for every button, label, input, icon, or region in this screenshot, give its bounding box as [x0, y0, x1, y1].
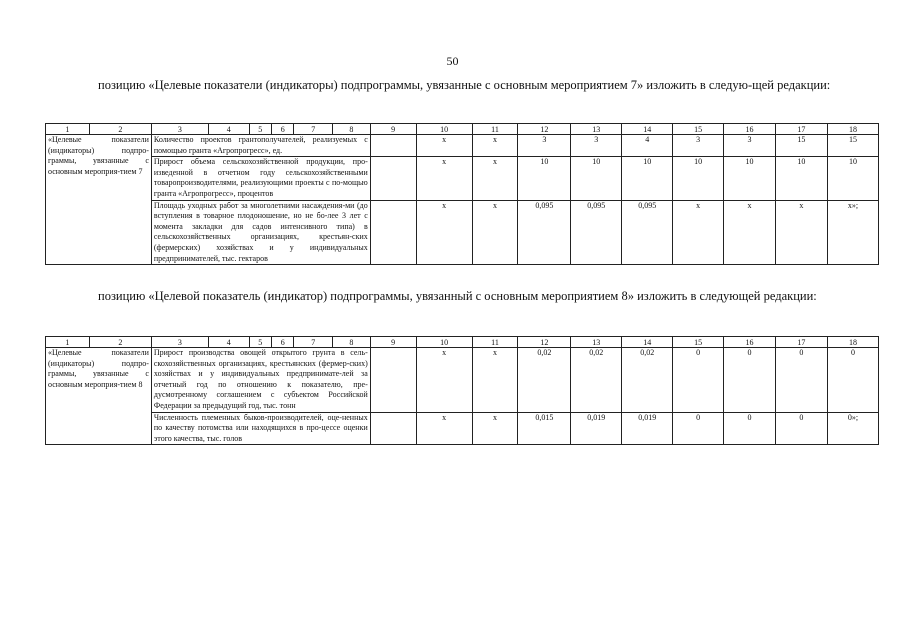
- column-number: 3: [151, 124, 208, 135]
- column-number: 4: [208, 124, 249, 135]
- indicator-value: 0,095: [571, 200, 622, 265]
- indicator-value: [370, 157, 416, 200]
- indicator-value: 3: [571, 135, 622, 157]
- table-row: [46, 412, 879, 445]
- column-number: 10: [416, 337, 472, 348]
- column-number: 16: [724, 337, 776, 348]
- indicator-group-name: «Целевые показатели (индикаторы) подпро-граммы, увязанные с основным мероприя-тием 8: [46, 348, 152, 445]
- column-number: 1: [46, 124, 90, 135]
- indicator-value: 0: [827, 348, 878, 413]
- indicator-value: 0: [724, 348, 776, 413]
- column-number: 16: [724, 124, 776, 135]
- column-number: 15: [673, 124, 724, 135]
- indicator-value: 0,095: [622, 200, 673, 265]
- indicator-value: [370, 412, 416, 445]
- indicator-description: Прирост объема сельскохозяйственной продукции, про-изведенной в отчетном году сельскохозяйственными товаропроизводителями, реализующими проекты с по-мощью гранта «Агропрогресс», процентов: [151, 157, 370, 200]
- column-number: 17: [775, 124, 827, 135]
- indicator-value: 15: [827, 135, 878, 157]
- column-number: 10: [416, 124, 472, 135]
- indicator-value: 3: [518, 135, 571, 157]
- table-row: [46, 200, 879, 265]
- indicator-value: x: [673, 200, 724, 265]
- indicator-value: x: [416, 200, 472, 265]
- column-number: 2: [89, 337, 151, 348]
- column-number: 7: [294, 337, 333, 348]
- column-number: 9: [370, 337, 416, 348]
- column-number: 3: [151, 337, 208, 348]
- column-number-row: [46, 124, 879, 135]
- paragraph-intro-1: позицию «Целевые показатели (индикаторы) подпрограммы, увязанные с основным мероприятием 7» изложить в следую-щей редакции:: [98, 78, 831, 92]
- indicator-value: 10: [827, 157, 878, 200]
- indicator-description: Численность племенных быков-производителей, оце-ненных по качеству потомства или находящихся в про-цессе оценки этого качества, тыс. голов: [151, 412, 370, 445]
- column-number: 11: [472, 124, 518, 135]
- indicators-table-2: [45, 336, 879, 445]
- indicator-value: x: [416, 135, 472, 157]
- indicator-value: x: [472, 135, 518, 157]
- indicator-description: Количество проектов грантополучателей, реализуемых с помощью гранта «Агропрогресс», ед.: [151, 135, 370, 157]
- table-row: [46, 135, 879, 157]
- indicator-value: x: [472, 412, 518, 445]
- indicator-description: Прирост производства овощей открытого грунта в сель-скохозяйственных организациях, крестьянских (фермер-ских) хозяйствах и у индивидуальных предпринимате-лей за отчетный год по отношению к показателю, пре-дусмотренному соглашением с субъектом Российской Федерации за предыдущий год, тыс. тонн: [151, 348, 370, 413]
- column-number: 6: [272, 337, 294, 348]
- indicator-value: 0,019: [622, 412, 673, 445]
- indicator-value: 0,095: [518, 200, 571, 265]
- indicator-value: 10: [724, 157, 776, 200]
- indicator-value: x: [724, 200, 776, 265]
- indicator-value: 0,02: [518, 348, 571, 413]
- indicator-value: 0,015: [518, 412, 571, 445]
- column-number: 5: [249, 124, 271, 135]
- indicator-value: 10: [571, 157, 622, 200]
- indicator-group-name: «Целевые показатели (индикаторы) подпро-граммы, увязанные с основным мероприя-тием 7: [46, 135, 152, 265]
- indicator-value: x: [472, 348, 518, 413]
- indicators-table-1: [45, 123, 879, 265]
- indicator-value: x: [416, 348, 472, 413]
- column-number: 12: [518, 337, 571, 348]
- indicator-value: 3: [673, 135, 724, 157]
- indicator-value: x: [775, 200, 827, 265]
- column-number: 18: [827, 124, 878, 135]
- table-row: [46, 157, 879, 200]
- column-number: 14: [622, 337, 673, 348]
- column-number: 18: [827, 337, 878, 348]
- indicator-description: Площадь уходных работ за многолетними насаждения-ми (до вступления в товарное плодоношение, но не бо-лее 3 лет с момента закладки для садов интенсивного типа) в сельскохозяйственных организациях, крестьян-ских (фермерских) хозяйствах и у индивидуальных предпринимателей, тыс. гектаров: [151, 200, 370, 265]
- indicator-value: [370, 135, 416, 157]
- column-number: 8: [333, 124, 371, 135]
- column-number: 15: [673, 337, 724, 348]
- column-number: 7: [294, 124, 333, 135]
- indicator-value: 15: [775, 135, 827, 157]
- indicator-value: x: [416, 157, 472, 200]
- indicator-value: x: [416, 412, 472, 445]
- column-number: 17: [775, 337, 827, 348]
- column-number: 8: [333, 337, 371, 348]
- column-number: 4: [208, 337, 249, 348]
- column-number: 14: [622, 124, 673, 135]
- paragraph-intro-2: позицию «Целевой показатель (индикатор) подпрограммы, увязанный с основным мероприятием 8» изложить в следующей редакции:: [98, 289, 817, 303]
- indicator-value: 10: [673, 157, 724, 200]
- indicator-value: 0: [775, 412, 827, 445]
- indicator-value: [370, 348, 416, 413]
- indicator-value: 0,019: [571, 412, 622, 445]
- column-number: 6: [272, 124, 294, 135]
- indicator-value: 10: [518, 157, 571, 200]
- column-number-row: [46, 337, 879, 348]
- indicator-value: 0,02: [571, 348, 622, 413]
- column-number: 13: [571, 124, 622, 135]
- indicator-value: 3: [724, 135, 776, 157]
- indicator-value: x»;: [827, 200, 878, 265]
- indicator-value: 0: [673, 348, 724, 413]
- column-number: 13: [571, 337, 622, 348]
- indicator-value: 10: [622, 157, 673, 200]
- indicator-value: 0»;: [827, 412, 878, 445]
- indicator-value: x: [472, 200, 518, 265]
- indicator-value: [370, 200, 416, 265]
- column-number: 2: [89, 124, 151, 135]
- table-row: [46, 348, 879, 413]
- page-number: 50: [446, 54, 459, 68]
- column-number: 11: [472, 337, 518, 348]
- column-number: 1: [46, 337, 90, 348]
- indicator-value: 0: [724, 412, 776, 445]
- indicator-value: 0,02: [622, 348, 673, 413]
- indicator-value: 0: [673, 412, 724, 445]
- indicator-value: 10: [775, 157, 827, 200]
- column-number: 9: [370, 124, 416, 135]
- indicator-value: 4: [622, 135, 673, 157]
- column-number: 5: [249, 337, 271, 348]
- column-number: 12: [518, 124, 571, 135]
- indicator-value: 0: [775, 348, 827, 413]
- indicator-value: x: [472, 157, 518, 200]
